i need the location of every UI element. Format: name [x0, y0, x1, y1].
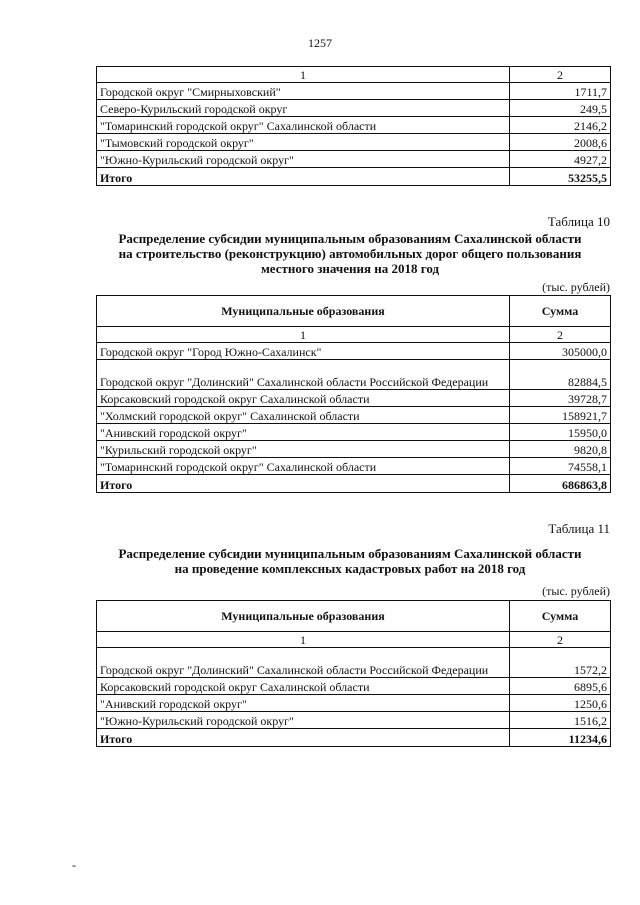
- total-label: Итого: [97, 729, 510, 747]
- title-line: Распределение субсидии муниципальным образованиям Сахалинской области: [118, 546, 582, 561]
- title-line: Распределение субсидии муниципальным образованиям Сахалинской области: [118, 231, 582, 246]
- amount: 1516,2: [510, 712, 611, 729]
- table-10: [96, 295, 611, 493]
- municipality-name: Городской округ "Долинский" Сахалинской области Российской Федерации: [97, 648, 510, 678]
- column-number: 2: [510, 632, 611, 648]
- amount: 305000,0: [510, 343, 611, 360]
- amount: 2008,6: [510, 134, 611, 151]
- amount: 249,5: [510, 100, 611, 117]
- municipality-name: "Холмский городской округ" Сахалинской области: [97, 407, 510, 424]
- table-10-units: (тыс. рублей): [542, 280, 610, 294]
- table-11-label: Таблица 11: [548, 521, 610, 536]
- total-amount: 686863,8: [510, 475, 611, 493]
- title-line: на проведение комплексных кадастровых работ на 2018 год: [174, 561, 526, 576]
- amount: 1711,7: [510, 83, 611, 100]
- municipality-name: "Томаринский городской округ" Сахалинской области: [97, 458, 510, 475]
- header-sum: Сумма: [510, 601, 611, 632]
- amount: 1250,6: [510, 695, 611, 712]
- total-label: Итого: [97, 475, 510, 493]
- municipality-name: Городской округ "Долинский" Сахалинской области Российской Федерации: [97, 360, 510, 390]
- title-line: местного значения на 2018 год: [260, 261, 440, 276]
- header-municipalities: Муниципальные образования: [97, 601, 510, 632]
- total-label: Итого: [97, 168, 510, 186]
- table-10-title: [70, 231, 630, 276]
- municipality-name: "Южно-Курильский городской округ": [97, 151, 510, 168]
- title-line: на строительство (реконструкцию) автомобильных дорог общего пользования: [118, 246, 582, 261]
- column-number: 1: [97, 67, 510, 83]
- amount: 2146,2: [510, 117, 611, 134]
- column-number: 2: [510, 67, 611, 83]
- amount: 6895,6: [510, 678, 611, 695]
- municipality-name: Городской округ "Смирныховский": [97, 83, 510, 100]
- header-municipalities: Муниципальные образования: [97, 296, 510, 327]
- total-amount: 53255,5: [510, 168, 611, 186]
- total-amount: 11234,6: [510, 729, 611, 747]
- amount: 82884,5: [510, 360, 611, 390]
- municipality-name: "Анивский городской округ": [97, 424, 510, 441]
- table-11-title: [70, 546, 630, 576]
- amount: 39728,7: [510, 390, 611, 407]
- municipality-name: "Анивский городской округ": [97, 695, 510, 712]
- column-number: 1: [97, 327, 510, 343]
- municipality-name: Северо-Курильский городской округ: [97, 100, 510, 117]
- municipality-name: "Курильский городской округ": [97, 441, 510, 458]
- amount: 4927,2: [510, 151, 611, 168]
- amount: 9820,8: [510, 441, 611, 458]
- stray-mark: -: [72, 858, 76, 872]
- column-number: 2: [510, 327, 611, 343]
- header-sum: Сумма: [510, 296, 611, 327]
- amount: 15950,0: [510, 424, 611, 441]
- page-number: 1257: [308, 36, 332, 50]
- table-11-units: (тыс. рублей): [542, 584, 610, 598]
- amount: 158921,7: [510, 407, 611, 424]
- amount: 74558,1: [510, 458, 611, 475]
- municipality-name: Городской округ "Город Южно-Сахалинск": [97, 343, 510, 360]
- table-11: [96, 600, 611, 747]
- municipality-name: Корсаковский городской округ Сахалинской области: [97, 390, 510, 407]
- municipality-name: "Томаринский городской округ" Сахалинской области: [97, 117, 510, 134]
- amount: 1572,2: [510, 648, 611, 678]
- municipality-name: "Южно-Курильский городской округ": [97, 712, 510, 729]
- table-9-continuation: [96, 66, 611, 186]
- table-10-label: Таблица 10: [547, 214, 610, 229]
- municipality-name: Корсаковский городской округ Сахалинской области: [97, 678, 510, 695]
- municipality-name: "Тымовский городской округ": [97, 134, 510, 151]
- column-number: 1: [97, 632, 510, 648]
